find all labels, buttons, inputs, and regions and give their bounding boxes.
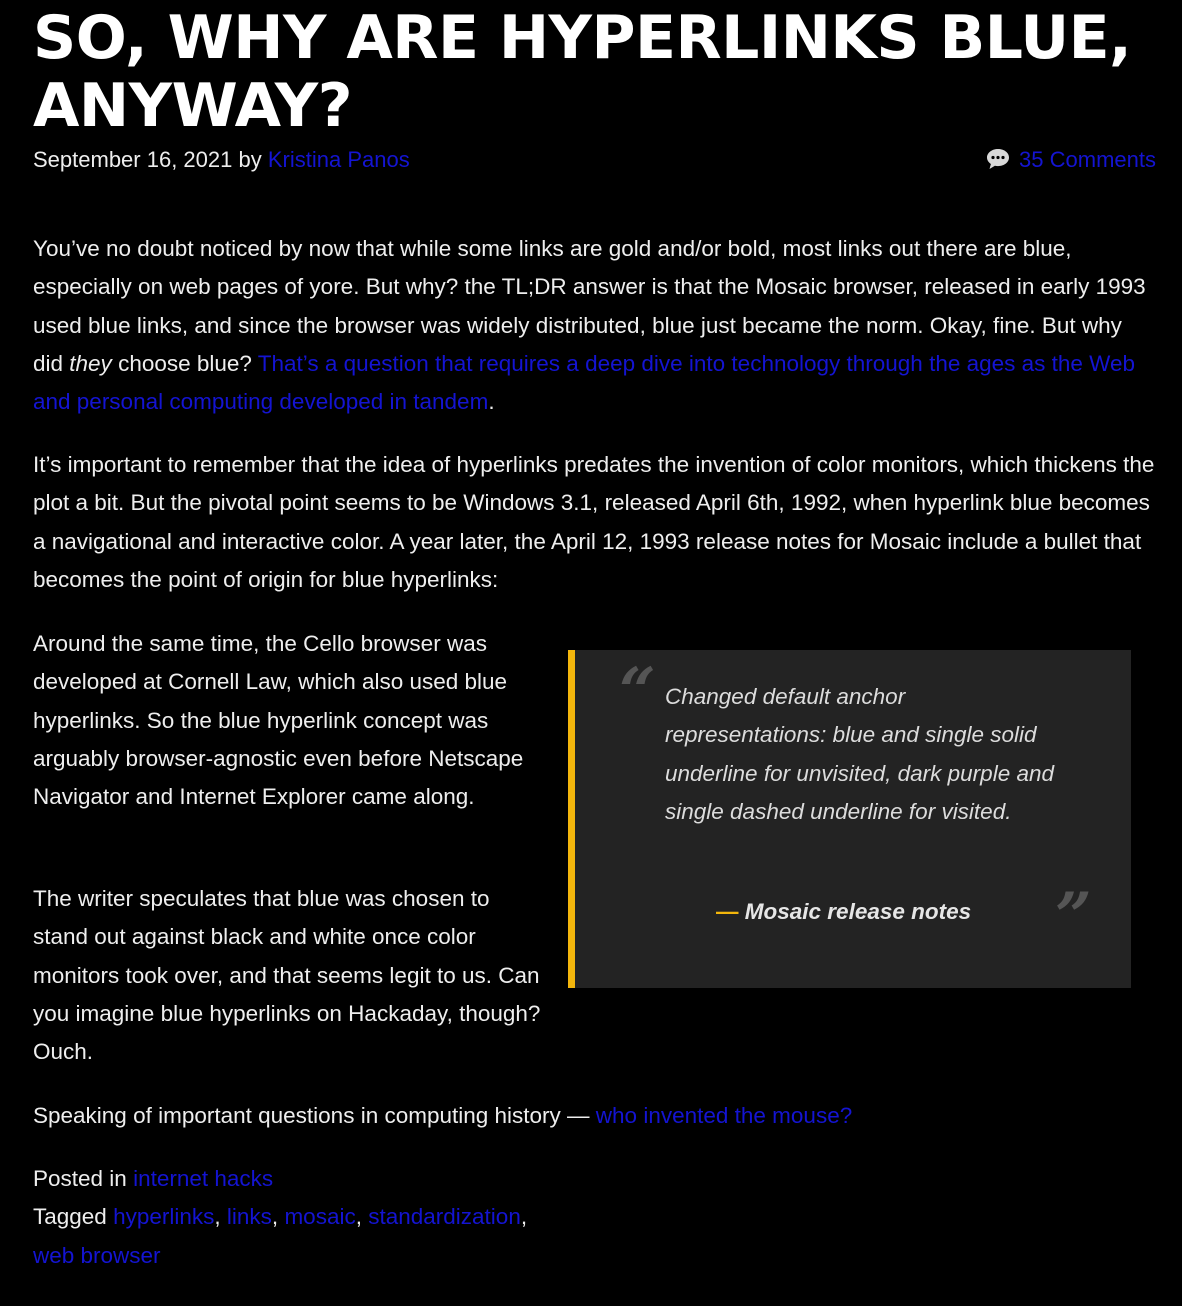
closing-text: Speaking of important questions in computing history — xyxy=(33,1103,596,1128)
post-date: September 16, 2021 xyxy=(33,147,233,172)
intro-text-a: You’ve no doubt noticed by now that while some links are gold and/or bold, most links out there are blue, especially on web pages of yore. But why? the TL;DR answer is that the Mosaic browser, released in early 1993 used blue links, and since the browser was widely distributed, blue just became the norm. Okay, fine. But why did xyxy=(33,236,1146,376)
comments-link[interactable]: 35 Comments xyxy=(1019,147,1156,172)
category-link[interactable]: internet hacks xyxy=(133,1166,274,1191)
paragraph-speculation: The writer speculates that blue was chosen to stand out against black and white once color monitors took over, and that seems legit to us. Can you imagine blue hyperlinks on Hackaday, though? Ouch. xyxy=(33,886,541,1065)
citation-dash: — xyxy=(716,899,739,924)
paragraph-closing xyxy=(33,1097,1158,1135)
speech-bubble-icon xyxy=(985,147,1011,171)
article-meta xyxy=(33,144,1156,176)
paragraph-history: It’s important to remember that the idea of hyperlinks predates the invention of color monitors, which thickens the plot a bit. But the pivotal point seems to be Windows 3.1, released April 6th, 1992, when hyperlink blue becomes a navigational and interactive color. A year later, the April 12, 1993 release notes for Mosaic include a bullet that becomes the point of origin for blue hyperlinks: xyxy=(33,452,1155,592)
tag-link[interactable]: standardization xyxy=(368,1204,521,1230)
intro-text-c: . xyxy=(488,389,495,415)
blockquote-citation xyxy=(716,896,971,928)
deep-dive-link[interactable]: That’s a question that requires a deep dive into technology through the ages as the Web and personal computing developed in tandem xyxy=(33,350,1136,415)
intro-text-b: choose blue? xyxy=(111,350,258,376)
mouse-history-link[interactable]: who invented the mouse? xyxy=(595,1103,853,1128)
comments-area xyxy=(985,144,1156,176)
tag-link[interactable]: mosaic xyxy=(284,1204,356,1230)
paragraph-cello: Around the same time, the Cello browser was developed at Cornell Law, which also used blue hyperlinks. So the blue hyperlink concept was arguably browser-agnostic even before Netscape Navigator and Internet Explorer came along. xyxy=(33,631,524,810)
citation-source: Mosaic release notes xyxy=(744,899,972,924)
tag-link[interactable]: links xyxy=(226,1204,272,1230)
close-quote-icon: ” xyxy=(1055,879,1092,954)
paragraph-intro xyxy=(33,230,1158,421)
tag-link[interactable]: hyperlinks xyxy=(113,1204,215,1230)
posted-in-label: Posted in xyxy=(33,1166,127,1191)
author-link[interactable]: Kristina Panos xyxy=(267,147,410,172)
article-title: SO, WHY ARE HYPERLINKS BLUE, ANYWAY? xyxy=(33,3,1132,141)
intro-emphasis: they xyxy=(69,350,112,376)
tagged-label: Tagged xyxy=(33,1204,107,1230)
open-quote-icon: “ xyxy=(619,654,656,729)
blockquote-text: Changed default anchor representations: blue and single solid underline for unvisited, dark purple and single dashed underline for visited. xyxy=(665,684,1054,824)
tag-link[interactable]: web browser xyxy=(33,1242,161,1268)
post-footer: Posted in internet hacks Tagged hyperlinks, links, mosaic, standardization, web browser xyxy=(33,1166,528,1268)
byline-label: by xyxy=(238,147,262,172)
blockquote xyxy=(568,650,1131,988)
